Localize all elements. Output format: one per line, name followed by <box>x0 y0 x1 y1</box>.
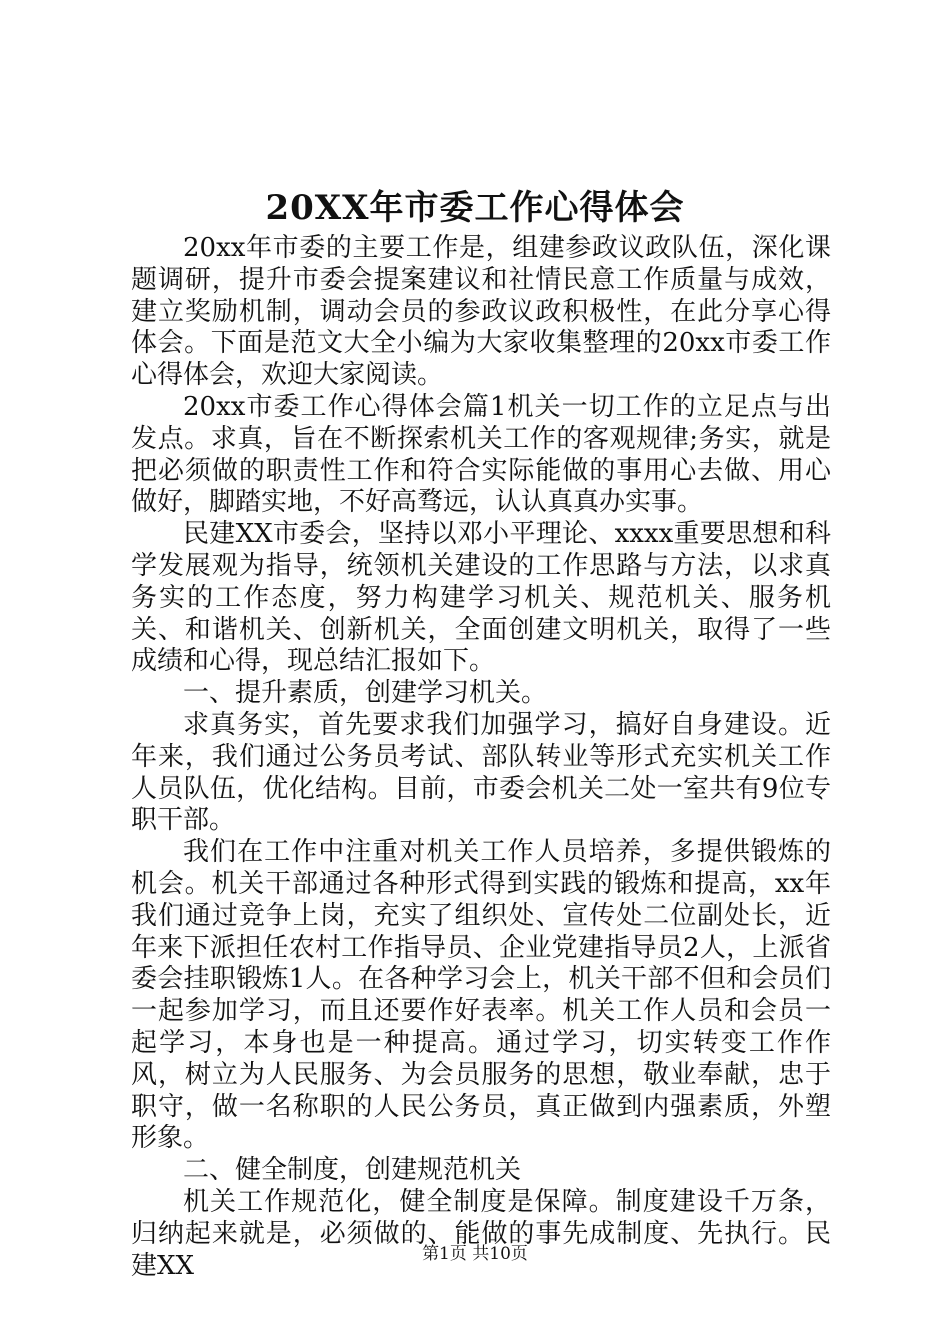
page-footer: 第1页 共10页 <box>422 1244 528 1264</box>
paragraph: 求真务实，首先要求我们加强学习，搞好自身建设。近年来，我们通过公务员考试、部队转业等形式充实机关工作人员队伍，优化结构。目前，市委会机关二处一室共有9位专职干部。 <box>131 709 831 836</box>
section-heading: 二、健全制度，创建规范机关 <box>183 1155 522 1186</box>
document-body <box>131 233 831 1282</box>
paragraph: 机关工作规范化，健全制度是保障。制度建设千万条，归纳起来就是，必须做的、能做的事先成制度、先执行。民建XX <box>131 1186 831 1281</box>
paragraph: 20xx市委工作心得体会篇1机关一切工作的立足点与出发点。求真，旨在不断探索机关工作的客观规律;务实，就是把必须做的职责性工作和符合实际能做的事用心去做、用心做好，脚踏实地，不好高骛远，认认真真办实事。 <box>131 391 831 518</box>
paragraph: 我们在工作中注重对机关工作人员培养，多提供锻炼的机会。机关干部通过各种形式得到实践的锻炼和提高，xx年我们通过竞争上岗，充实了组织处、宣传处二位副处长，近年来下派担任农村工作指导员、企业党建指导员2人，上派省委会挂职锻炼1人。在各种学习会上，机关干部不但和会员们一起参加学习，而且还要作好表率。机关工作人员和会员一起学习，本身也是一种提高。通过学习，切实转变工作作风，树立为人民服务、为会员服务的思想，敬业奉献，忠于职守，做一名称职的人民公务员，真正做到内强素质，外塑形象。 <box>131 837 831 1154</box>
document-title: 20XX年市委工作心得体会 <box>265 188 685 228</box>
paragraph: 20xx年市委的主要工作是，组建参政议政队伍，深化课题调研，提升市委会提案建议和社情民意工作质量与成效，建立奖励机制，调动会员的参政议政积极性，在此分享心得体会。下面是范文大全小编为大家收集整理的20xx市委工作心得体会，欢迎大家阅读。 <box>131 233 831 391</box>
section-heading: 一、提升素质，创建学习机关。 <box>183 678 548 709</box>
paragraph: 民建XX市委会，坚持以邓小平理论、xxxx重要思想和科学发展观为指导，统领机关建设的工作思路与方法，以求真务实的工作态度，努力构建学习机关、规范机关、服务机关、和谐机关、创新机关，全面创建文明机关，取得了一些成绩和心得，现总结汇报如下。 <box>131 519 831 677</box>
